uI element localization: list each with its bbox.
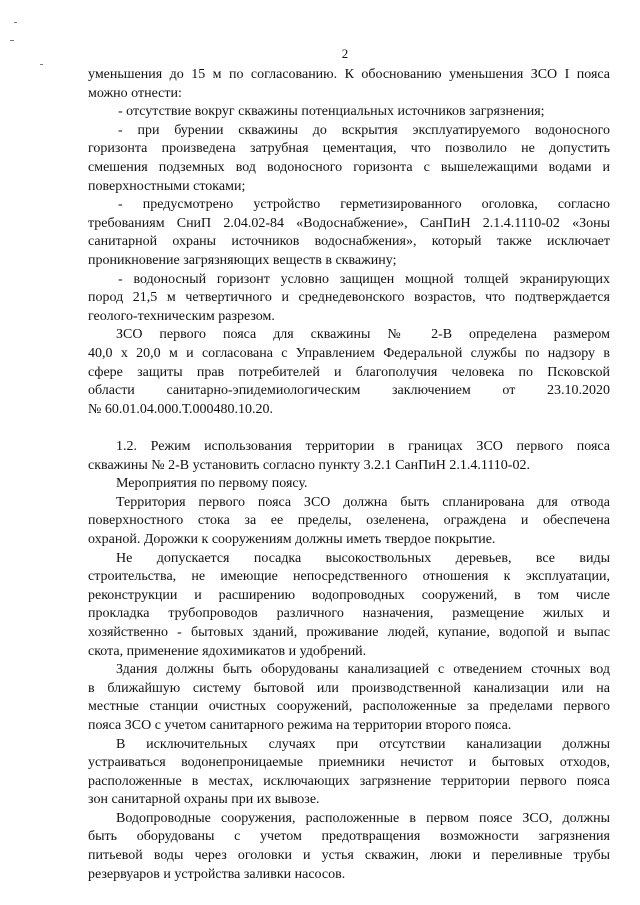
text-line: поверхностного стока за ее пределы, озеленена, ограждена и обеспечена (88, 513, 610, 529)
text-line: расположенные в местах, исключающих загрязнение территории первого пояса (88, 773, 610, 789)
text-line: Здания должны быть оборудованы канализацией с отведением сточных вод (116, 662, 610, 678)
text-line: геолого-техническим разрезом. (88, 308, 275, 324)
text-line: сфере защиты прав потребителей и благополучия человека по Псковской (88, 364, 610, 380)
scan-artifact (40, 64, 43, 65)
text-line: охраной. Дорожки к сооружениям должны иметь твердое покрытие. (88, 531, 496, 547)
text-line: питьевой воды через оголовки и устья скважин, люки и переливные трубы (88, 848, 610, 864)
text-line: Территория первого пояса ЗСО должна быть спланирована для отвода (116, 494, 610, 510)
text-line: требованиям СниП 2.04.02-84 «Водоснабжение», СанПиН 2.1.4.1110-02 «Зоны (88, 215, 610, 231)
text-line: - при бурении скважины до вскрытия эксплуатируемого водоносного (118, 122, 610, 138)
text-line: Водопроводные сооружения, расположенные в первом поясе ЗСО, должны (116, 810, 610, 826)
document-body-section-1-2 (88, 438, 610, 884)
text-line: Мероприятия по первому поясу. (116, 476, 308, 492)
text-line: санитарной охраны источников водоснабжения», который также исключает (88, 234, 610, 250)
text-line: № 60.01.04.000.Т.000480.10.20. (88, 401, 274, 417)
text-line: в ближайшую систему бытовой или производственной канализации или на (88, 680, 610, 696)
text-line: зон санитарной охраны при их вывозе. (88, 792, 320, 808)
text-line: пород 21,5 м четвертичного и среднедевонского возрастов, что подтверждается (88, 290, 610, 306)
document-body (88, 66, 610, 419)
text-line: области санитарно-эпидемиологическим заключением от 23.10.2020 (88, 383, 610, 399)
text-line: проникновение загрязняющих веществ в скважину; (88, 252, 397, 268)
text-line: поверхностными стоками; (88, 178, 246, 194)
text-line: местные станции очистных сооружений, расположенные за пределами первого (88, 699, 610, 715)
text-line: скота, применение ядохимикатов и удобрений. (88, 643, 367, 659)
text-line: реконструкции и расширению водопроводных сооружений, в том числе (88, 587, 610, 603)
text-line: Не допускается посадка высокоствольных деревьев, все виды (116, 550, 610, 566)
text-line: строительства, не имеющие непосредственного отношения к эксплуатации, (88, 569, 610, 585)
scan-artifact (10, 40, 14, 41)
text-line: уменьшения до 15 м по согласованию. К обоснованию уменьшения ЗСО I пояса (88, 67, 610, 82)
text-line: 40,0 х 20,0 м и согласована с Управлением Федеральной службы по надзору в (88, 345, 610, 361)
page-number: 2 (341, 46, 349, 61)
text-line: устраиваться водонепроницаемые приемники нечистот и бытовых отходов, (88, 755, 610, 771)
text-line: - отсутствие вокруг скважины потенциальных источников загрязнения; (118, 104, 545, 120)
text-line: скважины № 2-В установить согласно пункту 3.2.1 СанПиН 2.1.4.1110-02. (88, 457, 530, 473)
text-line: хозяйственно - бытовых зданий, проживание людей, купание, водопой и выпас (88, 624, 610, 640)
scan-artifact (14, 22, 17, 23)
text-line: В исключительных случаях при отсутствии канализации должны (116, 736, 610, 752)
text-line: - предусмотрено устройство герметизированного оголовка, согласно (118, 197, 610, 213)
text-line: быть оборудованы с учетом предотвращения возможности загрязнения (88, 829, 610, 845)
text-line: ЗСО первого пояса для скважины № 2-В определена размером (116, 327, 610, 343)
text-line: горизонта произведена затрубная цементация, что позволило не допустить (88, 141, 610, 157)
text-line: можно отнести: (88, 85, 182, 101)
text-line: пояса ЗСО с учетом санитарного режима на территории второго пояса. (88, 717, 512, 733)
text-line: смешения подземных вод водоносного горизонта с вышележащими водами и (88, 159, 610, 175)
text-line: прокладка трубопроводов различного назначения, размещение жилых и (88, 606, 610, 622)
text-line: 1.2. Режим использования территории в границах ЗСО первого пояса (116, 439, 610, 454)
text-line: - водоносный горизонт условно защищен мощной толщей экранирующих (118, 271, 610, 287)
text-line: резервуаров и устройства заливки насосов. (88, 866, 346, 882)
